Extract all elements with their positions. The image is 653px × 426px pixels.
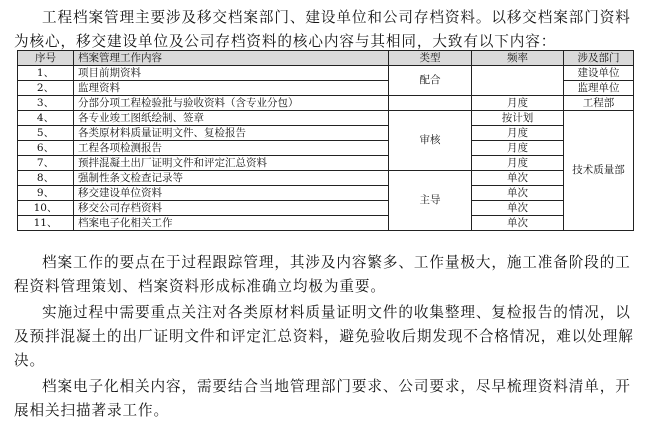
row-freq: 单次 <box>472 171 564 186</box>
row-freq: 月度 <box>472 96 564 111</box>
paragraph-digital: 档案电子化相关内容，需要结合当地管理部门要求、公司要求，尽早梳理资料清单，开展相关扫描著录工作。 <box>14 378 631 419</box>
table-row <box>18 66 634 81</box>
row-freq: 月度 <box>472 126 564 141</box>
row-num: 9、 <box>18 186 74 201</box>
row-num: 7、 <box>18 156 74 171</box>
row-item: 预拌混凝土出厂证明文件和评定汇总资料 <box>74 156 389 171</box>
row-freq: 月度 <box>472 141 564 156</box>
row-num: 11、 <box>18 216 74 231</box>
row-num: 3、 <box>18 96 74 111</box>
row-item: 各专业竣工图纸绘制、签章 <box>74 111 389 126</box>
table-row <box>18 216 634 231</box>
row-item: 移交公司存档资料 <box>74 201 389 216</box>
type-cell-audit: 审核 <box>389 111 472 171</box>
row-num: 5、 <box>18 126 74 141</box>
row-item: 强制性条文检查记录等 <box>74 171 389 186</box>
row-num: 1、 <box>18 66 74 81</box>
row-num: 8、 <box>18 171 74 186</box>
row-item: 分部分项工程检验批与验收资料（含专业分包） <box>74 96 389 111</box>
row-type-empty <box>389 96 472 111</box>
type-cell-lead: 主导 <box>389 171 472 231</box>
table-row <box>18 111 634 126</box>
header-type: 类型 <box>389 51 472 66</box>
table-row <box>18 96 634 111</box>
header-dept: 涉及部门 <box>564 51 634 66</box>
header-freq: 频率 <box>472 51 564 66</box>
row-freq: 单次 <box>472 201 564 216</box>
table-row <box>18 126 634 141</box>
row-freq: 按计划 <box>472 111 564 126</box>
paragraph-tracking: 档案工作的要点在于过程跟踪管理，其涉及内容繁多、工作量极大，施工准备阶段的工程资料管理策划、档案资料形成标准确立均极为重要。 <box>14 254 631 295</box>
header-item: 档案管理工作内容 <box>74 51 389 66</box>
table-row <box>18 186 634 201</box>
row-item: 工程各项检测报告 <box>74 141 389 156</box>
row-freq: 单次 <box>472 216 564 231</box>
archive-content-table <box>17 50 634 231</box>
intro-paragraph: 工程档案管理主要涉及移交档案部门、建设单位和公司存档资料。以移交档案部门资料为核心，移交建设单位及公司存档资料的核心内容与其相同，大致有以下内容： <box>14 9 631 50</box>
table-row <box>18 171 634 186</box>
type-cell-coordinate: 配合 <box>389 66 472 96</box>
table-row <box>18 201 634 216</box>
dept-cell-tech-quality: 技术质量部 <box>564 111 634 231</box>
row-num: 2、 <box>18 81 74 96</box>
table-header-row <box>18 51 634 66</box>
row-num: 10、 <box>18 201 74 216</box>
row-freq: 单次 <box>472 186 564 201</box>
row-item: 移交建设单位资料 <box>74 186 389 201</box>
row-dept: 建设单位 <box>564 66 634 81</box>
table-row <box>18 141 634 156</box>
row-num: 4、 <box>18 111 74 126</box>
row-dept: 工程部 <box>564 96 634 111</box>
row-item: 档案电子化相关工作 <box>74 216 389 231</box>
row-freq: 月度 <box>472 156 564 171</box>
paragraph-focus: 实施过程中需要重点关注对各类原材料质量证明文件的收集整理、复检报告的情况，以及预拌混凝土的出厂证明文件和评定汇总资料，避免验收后期发现不合格情况，难以处理解决。 <box>14 304 634 369</box>
row-item: 项目前期资料 <box>74 66 389 81</box>
row-num: 6、 <box>18 141 74 156</box>
header-num: 序号 <box>18 51 74 66</box>
row-dept: 监理单位 <box>564 81 634 96</box>
row-item: 监理资料 <box>74 81 389 96</box>
row-item: 各类原材料质量证明文件、复检报告 <box>74 126 389 141</box>
row-freq-empty <box>472 66 564 96</box>
table-row <box>18 156 634 171</box>
